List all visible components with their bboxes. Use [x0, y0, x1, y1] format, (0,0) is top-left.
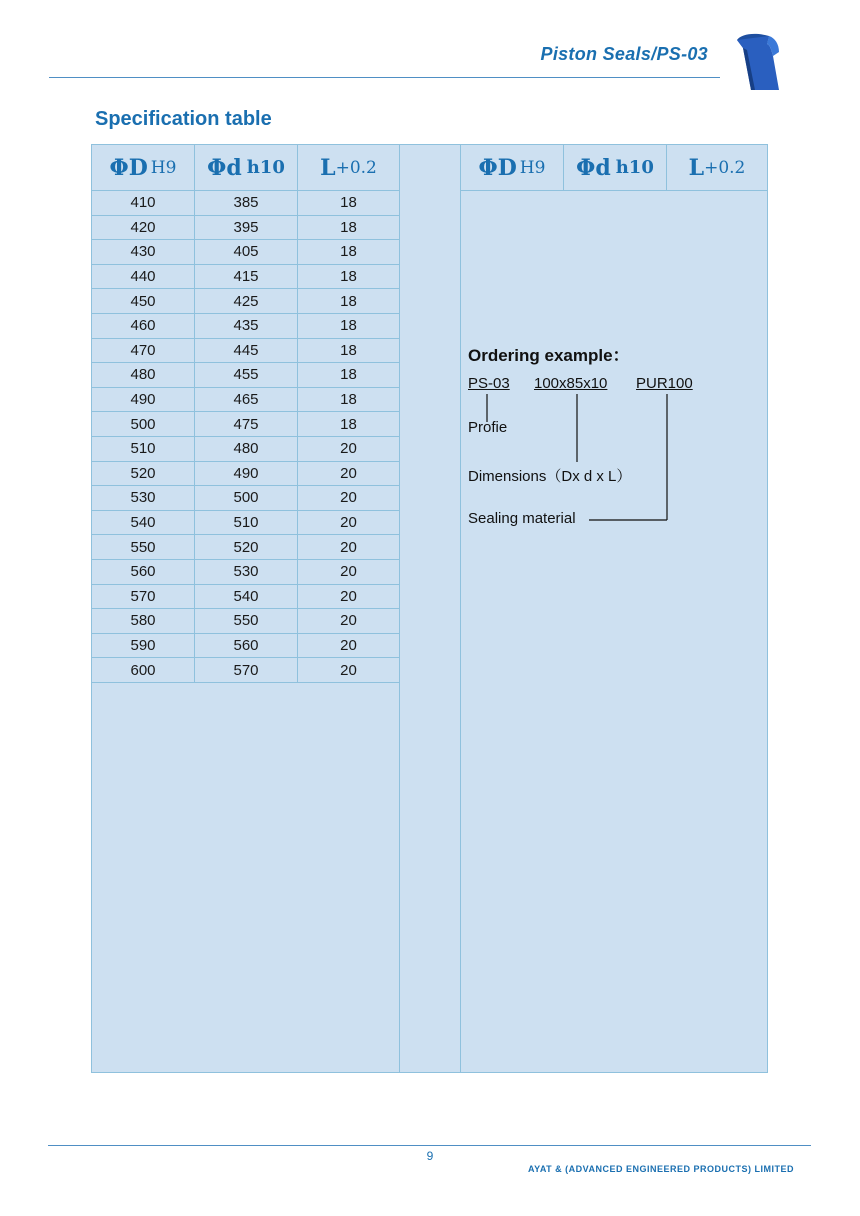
header-title: Piston Seals/PS-03: [540, 44, 708, 64]
table-cell: 580: [92, 609, 195, 634]
table-row: [92, 240, 399, 265]
table-cell: 530: [195, 560, 298, 585]
table-row: [92, 289, 399, 314]
table-cell: 20: [298, 486, 399, 511]
table-row: [92, 314, 399, 339]
table-cell: 480: [195, 437, 298, 462]
page-number: 9: [426, 1149, 434, 1163]
table-cell: 425: [195, 289, 298, 314]
table-row: [92, 437, 399, 462]
table-cell: 395: [195, 216, 298, 241]
header-main: ΦD: [478, 154, 517, 181]
ordering-size: 100x85x10: [534, 375, 608, 392]
dimensions-label: Dimensions（Dx d x L）: [468, 468, 632, 485]
table-row: [92, 634, 399, 659]
table-cell: 20: [298, 560, 399, 585]
table-cell: 590: [92, 634, 195, 659]
table-cell: 560: [92, 560, 195, 585]
header-main: L: [320, 154, 336, 181]
table-cell: 18: [298, 289, 399, 314]
table-header: [92, 145, 399, 191]
ordering-panel: [460, 144, 768, 1073]
table-cell: 20: [298, 437, 399, 462]
table-cell: 520: [92, 462, 195, 487]
header-cell-inner-diameter: [195, 145, 298, 191]
table-cell: 18: [298, 265, 399, 290]
table-cell: 440: [92, 265, 195, 290]
table-cell: 18: [298, 388, 399, 413]
table-cell: 550: [195, 609, 298, 634]
table-cell: 570: [92, 585, 195, 610]
table-cell: 20: [298, 535, 399, 560]
table-cell: 20: [298, 585, 399, 610]
table-cell: 470: [92, 339, 195, 364]
header-cell-length: [667, 145, 767, 191]
table-cell: 560: [195, 634, 298, 659]
table-row: [92, 363, 399, 388]
header-divider: [49, 77, 720, 78]
table-cell: 18: [298, 191, 399, 216]
table-cell: 445: [195, 339, 298, 364]
table-cell: 480: [92, 363, 195, 388]
table-row: [92, 216, 399, 241]
table-cell: 20: [298, 462, 399, 487]
table-cell: 18: [298, 240, 399, 265]
footer-divider: [48, 1145, 811, 1146]
table-cell: 405: [195, 240, 298, 265]
table-cell: 490: [92, 388, 195, 413]
table-cell: 510: [92, 437, 195, 462]
table-cell: 455: [195, 363, 298, 388]
table-cell: 430: [92, 240, 195, 265]
table-cell: 20: [298, 609, 399, 634]
table-row: [92, 412, 399, 437]
header-cell-outer-diameter: [92, 145, 195, 191]
header-main: ΦD: [109, 154, 148, 181]
header-cell-length: [298, 145, 399, 191]
table-cell: 500: [92, 412, 195, 437]
table-cell: 18: [298, 363, 399, 388]
header-main: Φd: [207, 154, 242, 181]
table-cell: 18: [298, 314, 399, 339]
table-row: [92, 535, 399, 560]
table-cell: 600: [92, 658, 195, 683]
table-cell: 530: [92, 486, 195, 511]
table-cell: 540: [92, 511, 195, 536]
table-cell: 415: [195, 265, 298, 290]
header-cell-inner-diameter: [564, 145, 667, 191]
header-tolerance: h10: [615, 157, 654, 178]
seal-profile-icon: [733, 30, 783, 92]
table-cell: 435: [195, 314, 298, 339]
table-cell: 18: [298, 216, 399, 241]
table-row: [92, 191, 399, 216]
header-tolerance: +0.2: [704, 157, 746, 178]
header-tolerance: h10: [246, 157, 285, 178]
table-row: [92, 265, 399, 290]
table-cell: 410: [92, 191, 195, 216]
table-row: [92, 511, 399, 536]
table-cell: 500: [195, 486, 298, 511]
header-cell-outer-diameter: [461, 145, 564, 191]
table-cell: 385: [195, 191, 298, 216]
table-row: [92, 388, 399, 413]
table-row: [92, 560, 399, 585]
header-tolerance: H9: [150, 157, 177, 178]
table-cell: 20: [298, 511, 399, 536]
footer-company: AYAT & (ADVANCED ENGINEERED PRODUCTS) LIMITED: [527, 1164, 794, 1174]
ordering-connector-lines: [460, 390, 768, 530]
header-tolerance: H9: [519, 157, 546, 178]
table-body: [92, 191, 399, 683]
table-gap-panel: [399, 144, 461, 1073]
header-tolerance: +0.2: [335, 157, 377, 178]
ordering-code: PS-03: [468, 375, 510, 392]
table-cell: 20: [298, 658, 399, 683]
material-label: Sealing material: [468, 510, 576, 527]
table-row: [92, 658, 399, 683]
ordering-title: Ordering example：: [468, 346, 630, 365]
table-row: [92, 486, 399, 511]
profile-label: Profie: [468, 419, 508, 436]
table-row: [92, 462, 399, 487]
table-cell: 18: [298, 339, 399, 364]
table-row: [92, 609, 399, 634]
table-cell: 465: [195, 388, 298, 413]
table-cell: 20: [298, 634, 399, 659]
table-header-right: [461, 145, 767, 191]
table-cell: 420: [92, 216, 195, 241]
table-cell: 540: [195, 585, 298, 610]
table-cell: 520: [195, 535, 298, 560]
table-cell: 510: [195, 511, 298, 536]
spec-table-panel: [91, 144, 400, 1073]
table-row: [92, 585, 399, 610]
table-cell: 570: [195, 658, 298, 683]
table-cell: 450: [92, 289, 195, 314]
table-cell: 475: [195, 412, 298, 437]
table-row: [92, 339, 399, 364]
header-main: L: [688, 154, 705, 181]
ordering-material: PUR100: [636, 375, 693, 392]
section-title: Specification table: [95, 108, 272, 130]
table-cell: 460: [92, 314, 195, 339]
header-main: Φd: [576, 154, 611, 181]
table-cell: 550: [92, 535, 195, 560]
table-cell: 490: [195, 462, 298, 487]
table-cell: 18: [298, 412, 399, 437]
